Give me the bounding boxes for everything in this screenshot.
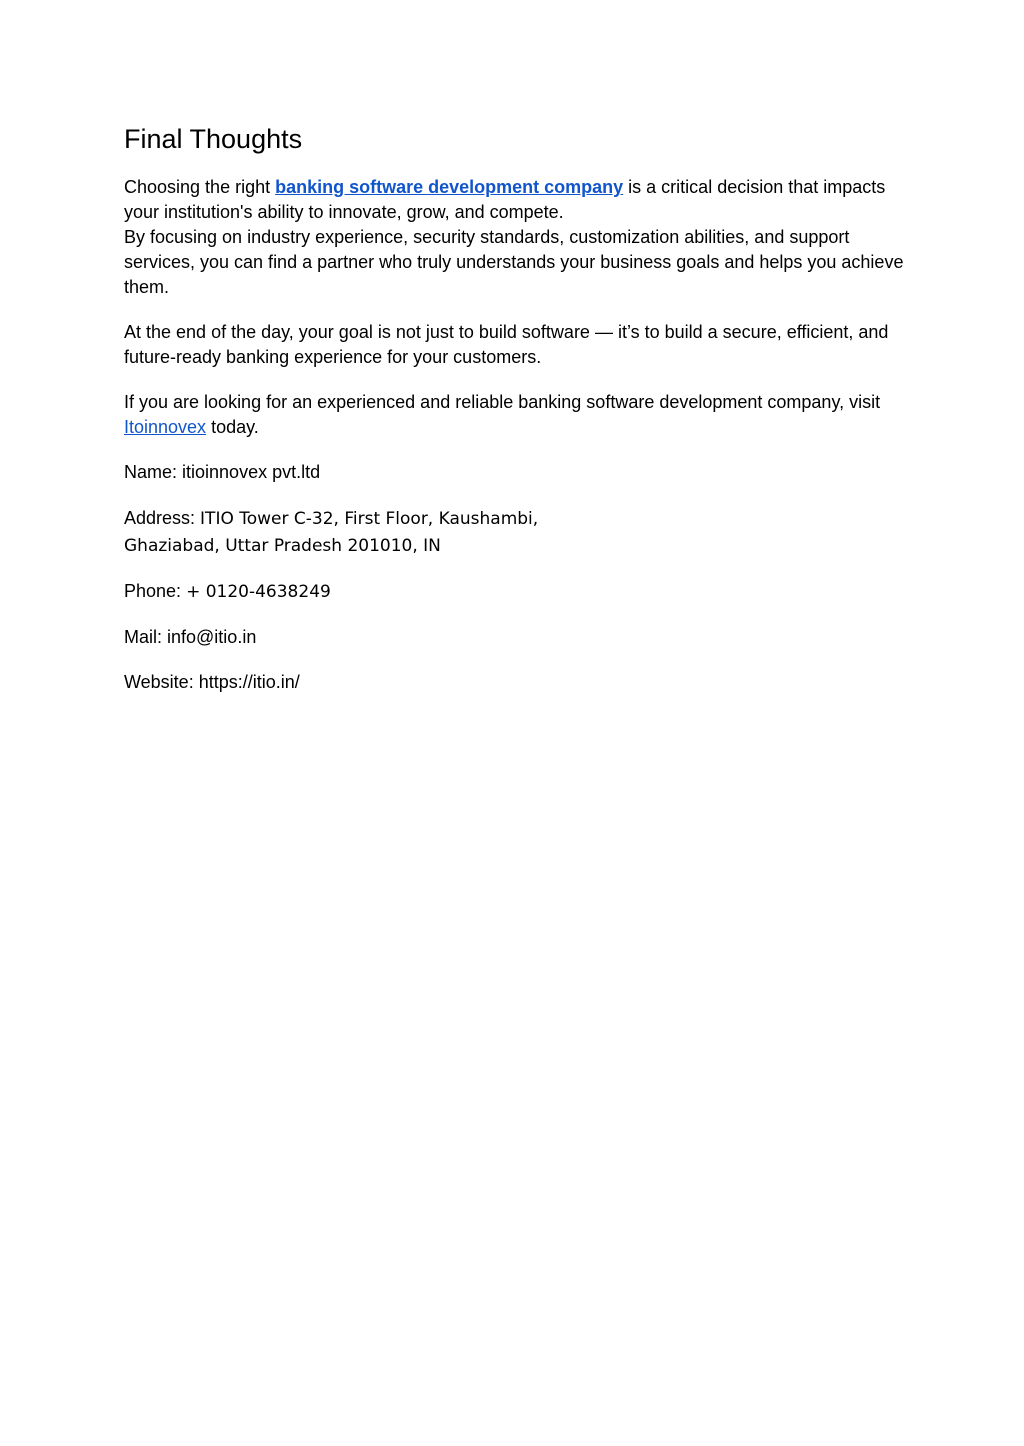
- intro-suffix: is a critical decision that impacts your institution's ability to innovate, grow, and compete.: [124, 177, 886, 222]
- intro-prefix: Choosing the right: [124, 177, 276, 197]
- document-page: [124, 122, 904, 715]
- website-label: Website:: [124, 672, 199, 692]
- contact-address: [124, 505, 904, 559]
- visit-suffix: today.: [206, 417, 259, 437]
- address-line2: Ghaziabad, Uttar Pradesh 201010, IN: [124, 536, 441, 556]
- name-label: Name:: [124, 462, 183, 482]
- address-line1: ITIO Tower C-32, First Floor, Kaushambi,: [200, 509, 539, 529]
- goal-paragraph: At the end of the day, your goal is not just to build software — it’s to build a secure, efficient, and future-ready banking experience for your customers.: [124, 322, 889, 367]
- address-label: Address:: [124, 508, 201, 528]
- visit-paragraph: [124, 390, 904, 440]
- name-value: itioinnovex pvt.ltd: [182, 462, 321, 482]
- contact-name: [124, 460, 904, 485]
- mail-label: Mail:: [124, 627, 168, 647]
- mail-value: info@itio.in: [167, 627, 257, 647]
- contact-mail: [124, 625, 904, 650]
- itoinnovex-link[interactable]: Itoinnovex: [124, 417, 207, 437]
- website-value: https://itio.in/: [198, 672, 300, 692]
- contact-website: [124, 670, 904, 695]
- intro-paragraph: [124, 175, 904, 225]
- contact-phone: [124, 579, 904, 605]
- visit-prefix: If you are looking for an experienced and reliable banking software development company, visit: [124, 392, 881, 412]
- banking-software-link[interactable]: banking software development company: [275, 177, 624, 197]
- page-title: Final Thoughts: [124, 124, 303, 154]
- phone-label: Phone:: [124, 581, 187, 601]
- focus-paragraph: By focusing on industry experience, security standards, customization abilities, and support services, you can find a partner who truly understands your business goals and helps you achieve them.: [124, 227, 904, 297]
- phone-value: + 0120-4638249: [186, 582, 331, 602]
